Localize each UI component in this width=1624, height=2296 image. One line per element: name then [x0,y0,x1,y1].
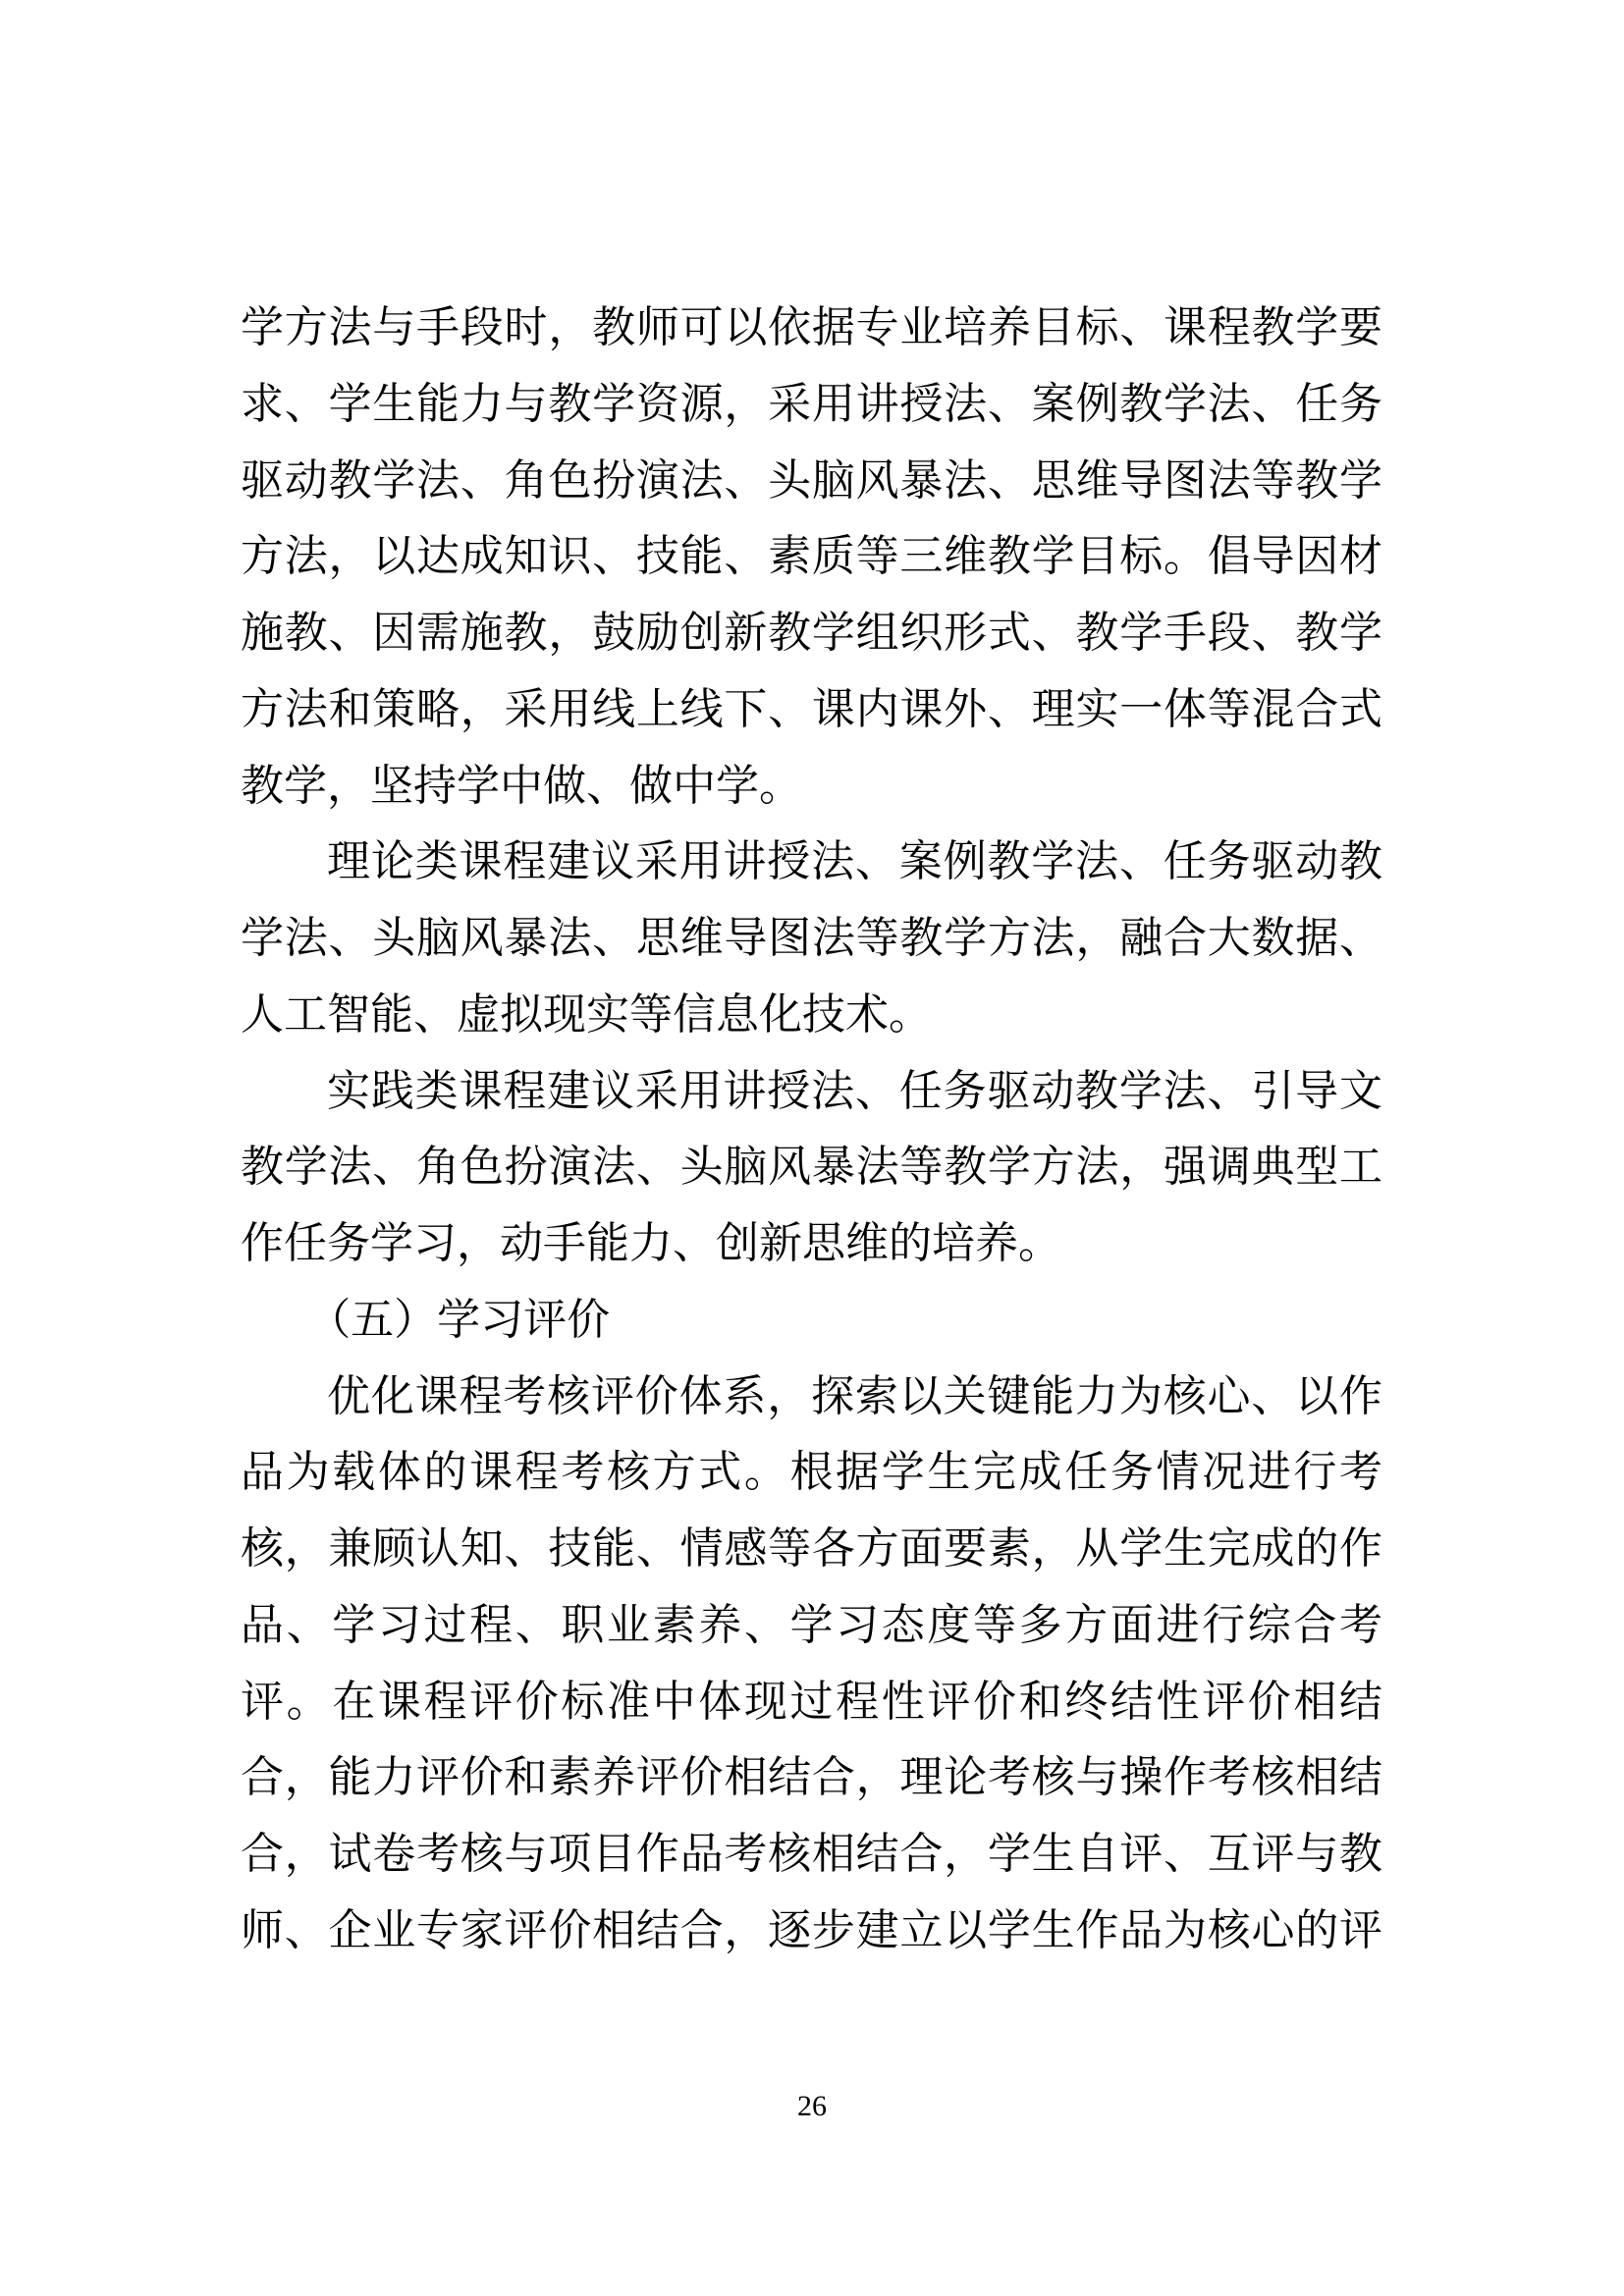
page-number: 26 [797,2090,827,2122]
text-line-13: 作任务学习，动手能力、创新思维的培养。 [241,1219,1061,1267]
section-heading: （五）学习评价 [307,1295,611,1344]
page-footer [0,2087,1624,2126]
text-line-22: 师、企业专家评价相结合，逐步建立以学生作品为核心的评 [241,1905,1382,1954]
document-body [241,290,1382,1969]
text-line-16: 品为载体的课程考核方式。根据学生完成任务情况进行考 [241,1448,1382,1497]
text-line-12: 教学法、角色扮演法、头脑风暴法等教学方法，强调典型工 [241,1143,1382,1192]
text-line-8: 理论类课程建议采用讲授法、案例教学法、任务驱动教 [327,837,1382,886]
text-line-5: 施教、因需施教，鼓励创新教学组织形式、教学手段、教学 [241,609,1382,657]
text-line-6: 方法和策略，采用线上线下、课内课外、理实一体等混合式 [241,684,1382,733]
text-line-2: 求、学生能力与教学资源，采用讲授法、案例教学法、任务 [241,379,1382,428]
text-line-11: 实践类课程建议采用讲授法、任务驱动教学法、引导文 [327,1066,1382,1115]
text-line-15: 优化课程考核评价体系，探索以关键能力为核心、以作 [327,1371,1382,1420]
text-line-19: 评。在课程评价标准中体现过程性评价和终结性评价相结 [241,1677,1382,1726]
text-line-17: 核，兼顾认知、技能、情感等各方面要素，从学生完成的作 [241,1524,1382,1573]
text-line-4: 方法，以达成知识、技能、素质等三维教学目标。倡导因材 [241,532,1382,581]
text-line-1: 学方法与手段时，教师可以依据专业培养目标、课程教学要 [241,303,1382,351]
text-line-7: 教学，坚持学中做、做中学。 [241,761,802,810]
text-line-3: 驱动教学法、角色扮演法、头脑风暴法、思维导图法等教学 [241,455,1382,505]
text-line-20: 合，能力评价和素养评价相结合，理论考核与操作考核相结 [241,1753,1382,1802]
text-line-9: 学法、头脑风暴法、思维导图法等教学方法，融合大数据、 [241,914,1382,962]
text-line-21: 合，试卷考核与项目作品考核相结合，学生自评、互评与教 [241,1830,1382,1878]
text-line-10: 人工智能、虚拟现实等信息化技术。 [241,989,932,1039]
text-line-18: 品、学习过程、职业素养、学习态度等多方面进行综合考 [241,1600,1382,1649]
